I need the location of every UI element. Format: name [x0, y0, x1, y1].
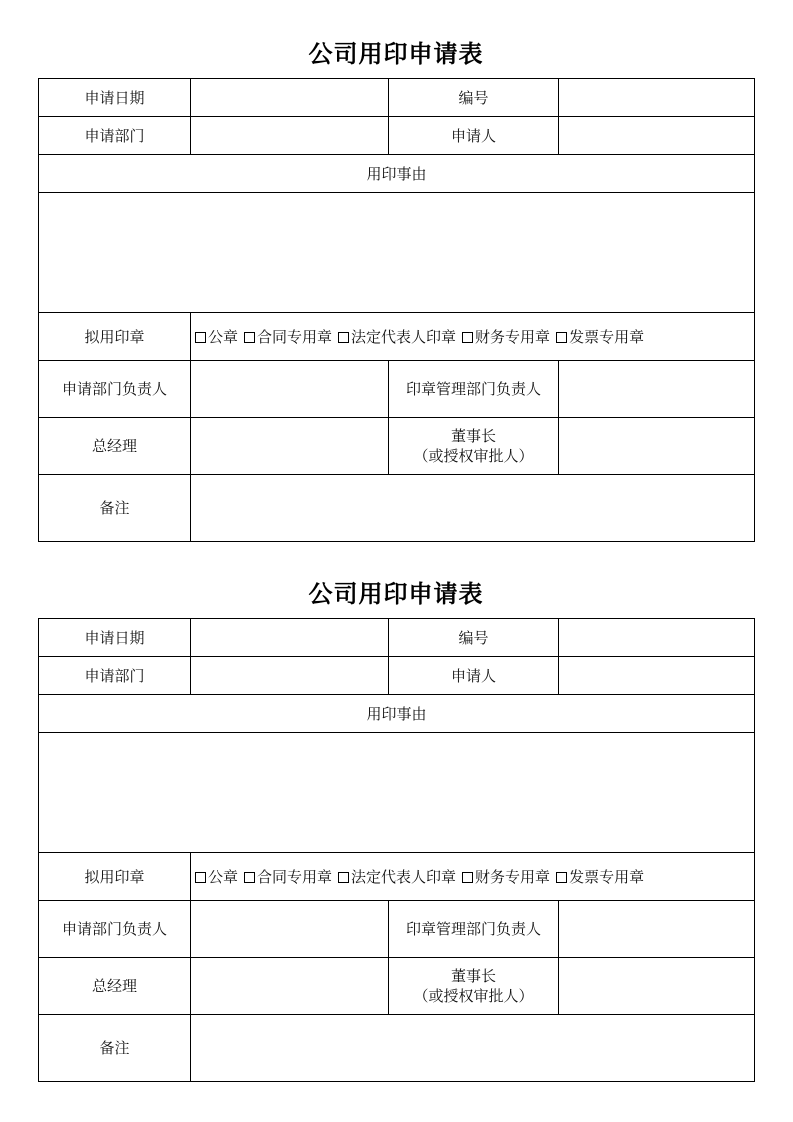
- apply-dept-label: 申请部门: [39, 657, 191, 695]
- serial-no-label: 编号: [389, 619, 559, 657]
- chairman-label: [389, 958, 559, 1015]
- reason-field[interactable]: [39, 733, 755, 853]
- chairman-label: [389, 418, 559, 475]
- seal-option-label: 财务专用章: [475, 867, 551, 886]
- checkbox-icon[interactable]: [195, 332, 206, 343]
- seal-option-label: 合同专用章: [257, 327, 333, 346]
- apply-dept-field[interactable]: [191, 657, 389, 695]
- chairman-field[interactable]: [559, 958, 755, 1015]
- seal-option-contract[interactable]: [244, 327, 332, 347]
- remarks-label: 备注: [39, 475, 191, 542]
- reason-label: 用印事由: [39, 695, 755, 733]
- seal-mgmt-head-label: 印章管理部门负责人: [389, 901, 559, 958]
- chairman-label-line2: （或授权审批人）: [413, 447, 534, 465]
- checkbox-icon[interactable]: [556, 872, 567, 883]
- seal-application-form-2: [38, 576, 754, 1082]
- seal-option-finance[interactable]: [462, 327, 550, 347]
- serial-no-label: 编号: [389, 79, 559, 117]
- checkbox-icon[interactable]: [195, 872, 206, 883]
- general-manager-field[interactable]: [191, 418, 389, 475]
- dept-head-label: 申请部门负责人: [39, 361, 191, 418]
- apply-dept-label: 申请部门: [39, 117, 191, 155]
- seal-option-label: 公章: [208, 867, 239, 886]
- seal-option-finance[interactable]: [462, 867, 550, 887]
- seal-application-form-1: [38, 36, 754, 542]
- chairman-label-line1: 董事长: [450, 967, 496, 985]
- seal-option-contract[interactable]: [244, 867, 332, 887]
- checkbox-icon[interactable]: [462, 332, 473, 343]
- apply-date-label: 申请日期: [39, 619, 191, 657]
- reason-label: 用印事由: [39, 155, 755, 193]
- chairman-field[interactable]: [559, 418, 755, 475]
- general-manager-label: 总经理: [39, 958, 191, 1015]
- seal-mgmt-head-field[interactable]: [559, 361, 755, 418]
- apply-date-label: 申请日期: [39, 79, 191, 117]
- form-title: 公司用印申请表: [308, 40, 484, 68]
- seal-option-invoice[interactable]: [556, 867, 644, 887]
- form-table: [38, 78, 755, 542]
- seal-option-legal-rep[interactable]: [338, 327, 456, 347]
- proposed-seal-label: 拟用印章: [39, 313, 191, 361]
- chairman-label-line1: 董事长: [450, 427, 496, 445]
- seal-mgmt-head-field[interactable]: [559, 901, 755, 958]
- seal-option-label: 合同专用章: [257, 867, 333, 886]
- dept-head-field[interactable]: [191, 901, 389, 958]
- form-title: 公司用印申请表: [308, 580, 484, 608]
- proposed-seal-label: 拟用印章: [39, 853, 191, 901]
- seal-option-label: 法定代表人印章: [351, 327, 457, 346]
- seal-option-invoice[interactable]: [556, 327, 644, 347]
- seal-option-label: 发票专用章: [569, 867, 645, 886]
- remarks-label: 备注: [39, 1015, 191, 1082]
- seal-option-official[interactable]: [195, 867, 238, 887]
- apply-date-field[interactable]: [191, 619, 389, 657]
- serial-no-field[interactable]: [559, 619, 755, 657]
- seal-option-legal-rep[interactable]: [338, 867, 456, 887]
- checkbox-icon[interactable]: [556, 332, 567, 343]
- chairman-label-line2: （或授权审批人）: [413, 987, 534, 1005]
- checkbox-icon[interactable]: [462, 872, 473, 883]
- serial-no-field[interactable]: [559, 79, 755, 117]
- applicant-field[interactable]: [559, 117, 755, 155]
- general-manager-field[interactable]: [191, 958, 389, 1015]
- seal-option-official[interactable]: [195, 327, 238, 347]
- applicant-label: 申请人: [389, 657, 559, 695]
- applicant-field[interactable]: [559, 657, 755, 695]
- checkbox-icon[interactable]: [244, 872, 255, 883]
- seal-option-label: 发票专用章: [569, 327, 645, 346]
- seal-option-label: 法定代表人印章: [351, 867, 457, 886]
- seal-mgmt-head-label: 印章管理部门负责人: [389, 361, 559, 418]
- reason-field[interactable]: [39, 193, 755, 313]
- dept-head-field[interactable]: [191, 361, 389, 418]
- apply-date-field[interactable]: [191, 79, 389, 117]
- seal-options: [191, 313, 755, 361]
- checkbox-icon[interactable]: [338, 872, 349, 883]
- dept-head-label: 申请部门负责人: [39, 901, 191, 958]
- general-manager-label: 总经理: [39, 418, 191, 475]
- seal-option-label: 财务专用章: [475, 327, 551, 346]
- form-table: [38, 618, 755, 1082]
- seal-options: [191, 853, 755, 901]
- apply-dept-field[interactable]: [191, 117, 389, 155]
- checkbox-icon[interactable]: [338, 332, 349, 343]
- applicant-label: 申请人: [389, 117, 559, 155]
- remarks-field[interactable]: [191, 1015, 755, 1082]
- seal-option-label: 公章: [208, 327, 239, 346]
- checkbox-icon[interactable]: [244, 332, 255, 343]
- remarks-field[interactable]: [191, 475, 755, 542]
